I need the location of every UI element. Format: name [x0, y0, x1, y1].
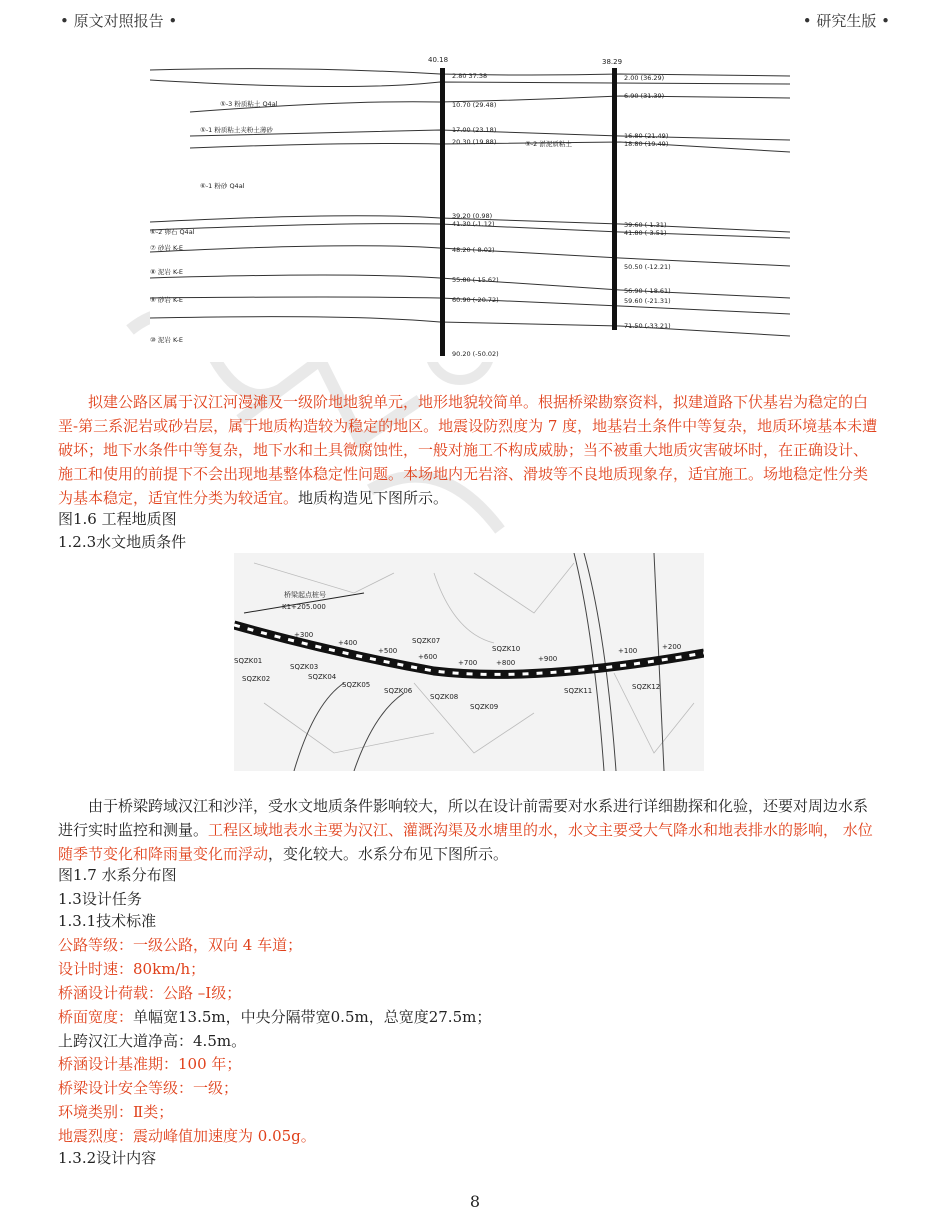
standard-design-speed: 设计时速：80km/h；: [58, 960, 206, 978]
map-borehole-label: SQZK08: [430, 693, 459, 701]
layer-label: ⑤-3 粉质粘土 Q4al: [220, 100, 278, 108]
standard-environment: 环境类别：Ⅱ类；: [58, 1103, 174, 1121]
geology-section-figure: [150, 52, 790, 362]
left-depth-label: 41.30 (-1.12): [452, 220, 495, 228]
map-station-label: +700: [458, 659, 478, 667]
layer-label: ⑥-2 卵石 Q4al: [150, 228, 195, 236]
map-borehole-label: SQZK06: [384, 687, 413, 695]
paragraph-hydrology-tail: ，变化较大。水系分布见下图所示。: [268, 845, 509, 863]
right-depth-label: 39.60 (-1.31): [624, 221, 667, 229]
map-station-label: +900: [538, 655, 558, 663]
heading-1-3-1: 1.3.1技术标准: [58, 912, 157, 930]
heading-1-3: 1.3设计任务: [58, 890, 142, 908]
standard-design-load: 桥涵设计荷载：公路 –Ⅰ级；: [58, 984, 242, 1002]
layer-label: ⑤-2 淤泥质粘土: [525, 140, 572, 148]
map-borehole-label: SQZK10: [492, 645, 521, 653]
paragraph-geology: [58, 390, 878, 510]
left-depth-label: 10.70 (29.48): [452, 101, 497, 109]
right-depth-label: 56.90 (-18.61): [624, 287, 671, 295]
standard-deck-width: 桥面宽度：单幅宽13.5m，中央分隔带宽0.5m，总宽度27.5m；: [58, 1008, 492, 1026]
left-depth-label: 48.20 (-8.02): [452, 246, 495, 254]
paragraph-hydrology-red: 工程区域地表水主要为汉江、灌溉沟渠及水塘里的水，水文主要受大气降水和地表排水的影响， 水位随季节变化和降雨量变化而浮动: [58, 821, 873, 863]
right-depth-label: 16.80 (21.49): [624, 132, 669, 140]
standard-road-grade: 公路等级：一级公路，双向 4 车道；: [58, 936, 303, 954]
paragraph-geology-red: 拟建公路区属于汉江河漫滩及一级阶地地貌单元，地形地貌较简单。根据桥梁勘察资料，拟建道路下伏基岩为稳定的白垩-第三系泥岩或砂岩层，属于地质构造较为稳定的地区。地震设防烈度为 7 度，地基岩土条件中等复杂，地质环境基本未遭破坏；地下水条件中等复杂，地下水和土具微腐蚀性，一般对施工不构成威胁；当不被重大地质灾害破坏时，在正确设计、施工和使用的前提下不会出现地基整体稳定性问题。本场地内无岩溶、滑坡等不良地质现象存，适宜施工。场地稳定性分类为基本稳定，适宜性分类为较适宜。: [58, 393, 878, 507]
standard-clearance: 上跨汉江大道净高：4.5m。: [58, 1032, 247, 1050]
layer-label: ⑧ 泥岩 K-E: [150, 268, 183, 276]
map-station-label: +200: [662, 643, 682, 651]
map-station-label: +400: [338, 639, 358, 647]
layer-label: ⑦ 砂岩 K-E: [150, 244, 183, 252]
map-borehole-label: SQZK09: [470, 703, 499, 711]
right-depth-label: 2.00 (36.29): [624, 74, 665, 82]
left-depth-label: 55.80 (-15.62): [452, 276, 499, 284]
standard-safety-grade: 桥梁设计安全等级：一级；: [58, 1079, 239, 1097]
map-borehole-label: SQZK07: [412, 637, 441, 645]
standard-design-period: 桥涵设计基准期：100 年；: [58, 1055, 242, 1073]
map-start-label: 桥梁起点桩号: [284, 591, 326, 599]
paragraph-hydrology-intro: 由于桥梁跨域汉江和沙洋，受水文地质条件影响较大，所以在设计前需要对水系进行详细勘探和化验，还要对周边水系进行实时监控和测量。: [58, 797, 869, 839]
map-borehole-label: SQZK01: [234, 657, 263, 665]
left-depth-label: 17.00 (23.18): [452, 126, 497, 134]
map-station-label: +100: [618, 647, 638, 655]
map-borehole-label: SQZK12: [632, 683, 661, 691]
borehole-right-top: 38.29: [602, 58, 623, 66]
map-station-label: +500: [378, 647, 398, 655]
figure-caption-1-6: 图1.6 工程地质图: [58, 510, 177, 528]
layer-label: ⑨ 砂岩 K-E: [150, 296, 183, 304]
page-header-right: • 研究生版 •: [802, 12, 890, 30]
paragraph-hydrology: [58, 794, 878, 866]
right-depth-label: 50.50 (-12.21): [624, 263, 671, 271]
layer-label: ⑥-1 粉砂 Q4al: [200, 182, 245, 190]
heading-1-3-2: 1.3.2设计内容: [58, 1149, 157, 1167]
map-borehole-label: SQZK05: [342, 681, 371, 689]
right-depth-label: 59.60 (-21.31): [624, 297, 671, 305]
figure-caption-1-7: 图1.7 水系分布图: [58, 866, 177, 884]
right-depth-label: 71.50 (-33.21): [624, 322, 671, 330]
water-system-map-figure: [234, 553, 704, 771]
right-depth-label: 6.90 (31.39): [624, 92, 665, 100]
borehole-left-top: 40.18: [428, 56, 449, 64]
page-header-left: • 原文对照报告 •: [60, 12, 178, 30]
paragraph-geology-tail: 地质构造见下图所示。: [298, 489, 449, 507]
standard-seismic: 地震烈度：震动峰值加速度为 0.05g。: [58, 1127, 316, 1145]
heading-1-2-3: 1.2.3水文地质条件: [58, 533, 187, 551]
map-borehole-label: SQZK04: [308, 673, 337, 681]
layer-label: ⑩ 泥岩 K-E: [150, 336, 183, 344]
left-depth-label: 90.20 (-50.02): [452, 350, 499, 358]
map-borehole-label: SQZK11: [564, 687, 593, 695]
map-station-label: +600: [418, 653, 438, 661]
left-depth-label: 39.20 (0.98): [452, 212, 493, 220]
map-start-station: K1+205.000: [282, 603, 326, 611]
map-station-label: +800: [496, 659, 516, 667]
left-depth-label: 20.30 (19.88): [452, 138, 497, 146]
map-station-label: +300: [294, 631, 314, 639]
layer-label: ⑤-1 粉质粘土夹粉土薄砂: [200, 126, 273, 134]
right-depth-label: 41.80 (-3.51): [624, 229, 667, 237]
right-depth-label: 18.80 (19.49): [624, 140, 669, 148]
page-number: 8: [469, 1192, 481, 1211]
map-borehole-label: SQZK03: [290, 663, 319, 671]
left-depth-label: 60.90 (-20.72): [452, 296, 499, 304]
left-depth-label: 2.80 37.38: [452, 72, 488, 80]
map-borehole-label: SQZK02: [242, 675, 271, 683]
